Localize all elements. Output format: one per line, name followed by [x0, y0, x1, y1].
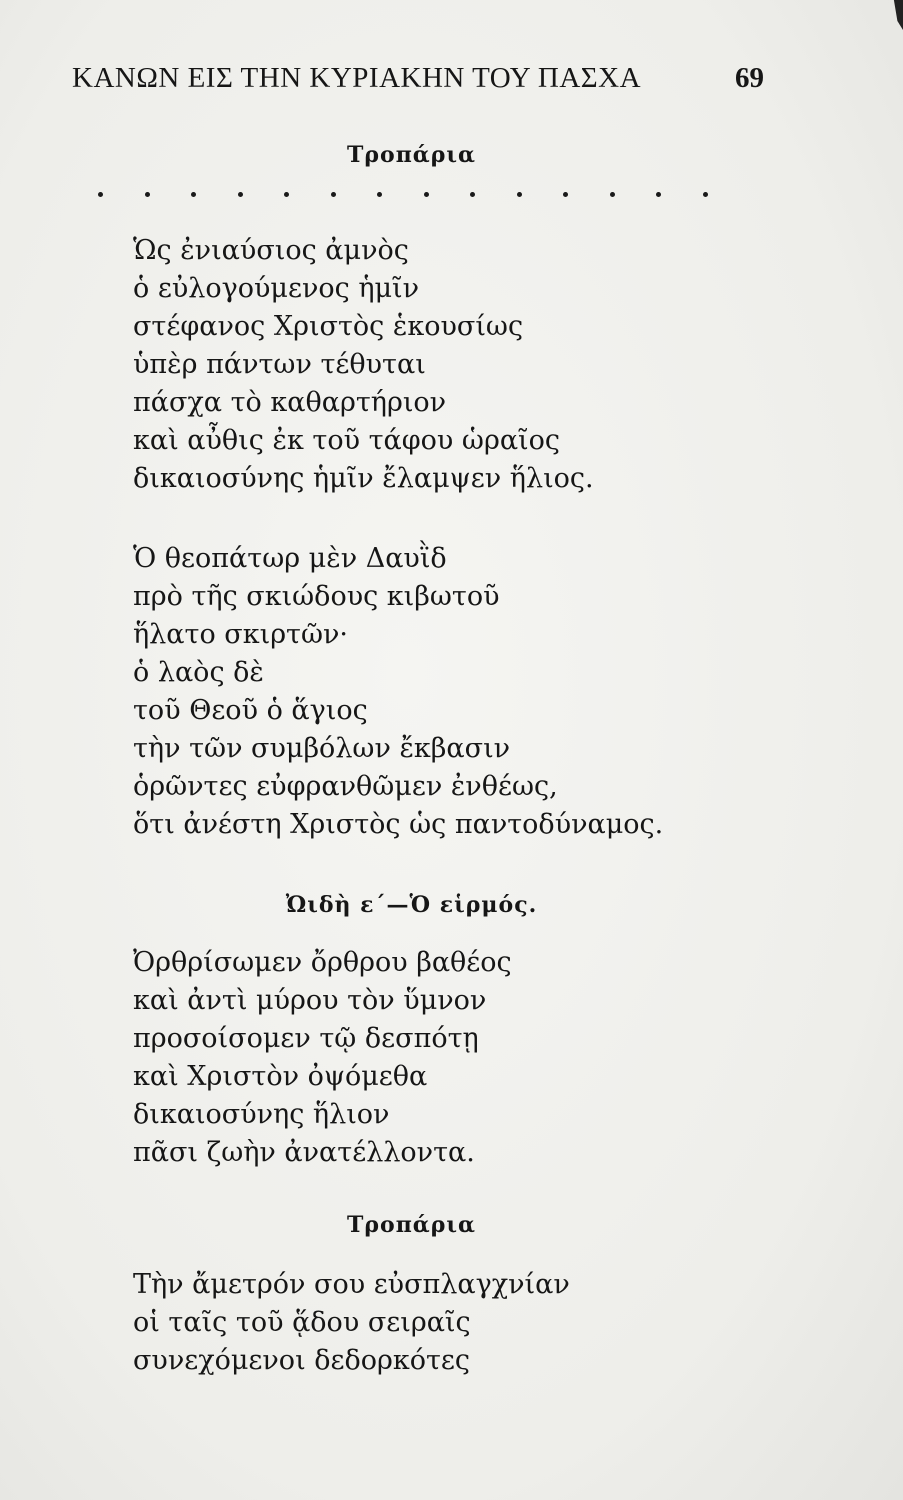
verse-line: πᾶσι ζωὴν ἀνατέλλοντα.	[133, 1137, 475, 1168]
page-header	[72, 62, 772, 102]
verse-line: Τὴν ἄμετρόν σου εὐσπλαγχνίαν	[133, 1269, 570, 1300]
verse-line: ἥλατο σκιρτῶν·	[133, 619, 349, 650]
verse-line: Ὀρθρίσωμεν ὄρθρου βαθέος	[133, 947, 512, 978]
stanza-1	[133, 232, 594, 498]
stanza-3	[133, 944, 512, 1172]
ellipsis-dot	[238, 192, 243, 197]
ellipsis-dot	[563, 192, 568, 197]
verse-line: καὶ ἀντὶ μύρου τὸν ὕμνον	[133, 985, 487, 1016]
ellipsis-dot	[470, 192, 475, 197]
verse-line: τὴν τῶν συμβόλων ἔκβασιν	[133, 733, 511, 764]
verse-line: τοῦ Θεοῦ ὁ ἅγιος	[133, 695, 368, 726]
verse-line: ὁ λαὸς δὲ	[133, 657, 264, 688]
page-corner-shadow	[889, 0, 903, 30]
verse-line: ὑπὲρ πάντων τέθυται	[133, 349, 426, 380]
stanza-4	[133, 1266, 570, 1380]
ellipsis-dot	[145, 192, 150, 197]
ellipsis-dots	[98, 192, 708, 197]
section-heading-ode-5: Ὠιδὴ ε΄—Ὁ εἱρμός.	[285, 892, 538, 918]
ellipsis-dot	[656, 192, 661, 197]
verse-line: πάσχα τὸ καθαρτήριον	[133, 387, 447, 418]
page-number: 69	[735, 62, 764, 94]
ellipsis-dot	[610, 192, 615, 197]
verse-line: ὁ εὐλογούμενος ἡμῖν	[133, 273, 420, 304]
running-head: ΚΑΝΩΝ ΕΙΣ ΤΗΝ ΚΥΡΙΑΚΗΝ ΤΟΥ ΠΑΣΧΑ	[72, 62, 642, 94]
stanza-2	[133, 540, 663, 844]
section-heading-troparia: Τροπάρια	[347, 1212, 476, 1238]
ellipsis-dot	[377, 192, 382, 197]
verse-line: δικαιοσύνης ἡμῖν ἔλαμψεν ἥλιος.	[133, 463, 594, 494]
verse-line: συνεχόμενοι δεδορκότες	[133, 1345, 471, 1376]
ellipsis-dot	[98, 192, 103, 197]
verse-line: καὶ αὖθις ἐκ τοῦ τάφου ὡραῖος	[133, 425, 561, 456]
ellipsis-dot	[424, 192, 429, 197]
verse-line: Ὡς ἐνιαύσιος ἀμνὸς	[133, 235, 409, 266]
ellipsis-dot	[517, 192, 522, 197]
ellipsis-dot	[284, 192, 289, 197]
verse-line: ὁρῶντες εὐφρανθῶμεν ἐνθέως,	[133, 771, 558, 802]
verse-line: προσοίσομεν τῷ δεσπότῃ	[133, 1023, 479, 1054]
verse-line: Ὁ θεοπάτωρ μὲν Δαυῒδ	[133, 543, 447, 574]
section-heading-troparia: Τροπάρια	[347, 142, 476, 168]
verse-line: οἱ ταῖς τοῦ ᾅδου σειραῖς	[133, 1307, 471, 1338]
ellipsis-dot	[703, 192, 708, 197]
verse-line: στέφανος Χριστὸς ἑκουσίως	[133, 311, 524, 342]
ellipsis-dot	[191, 192, 196, 197]
verse-line: πρὸ τῆς σκιώδους κιβωτοῦ	[133, 581, 500, 612]
verse-line: δικαιοσύνης ἥλιον	[133, 1099, 390, 1130]
verse-line: καὶ Χριστὸν ὀψόμεθα	[133, 1061, 428, 1092]
verse-line: ὅτι ἀνέστη Χριστὸς ὡς παντοδύναμος.	[133, 809, 664, 840]
ellipsis-dot	[331, 192, 336, 197]
